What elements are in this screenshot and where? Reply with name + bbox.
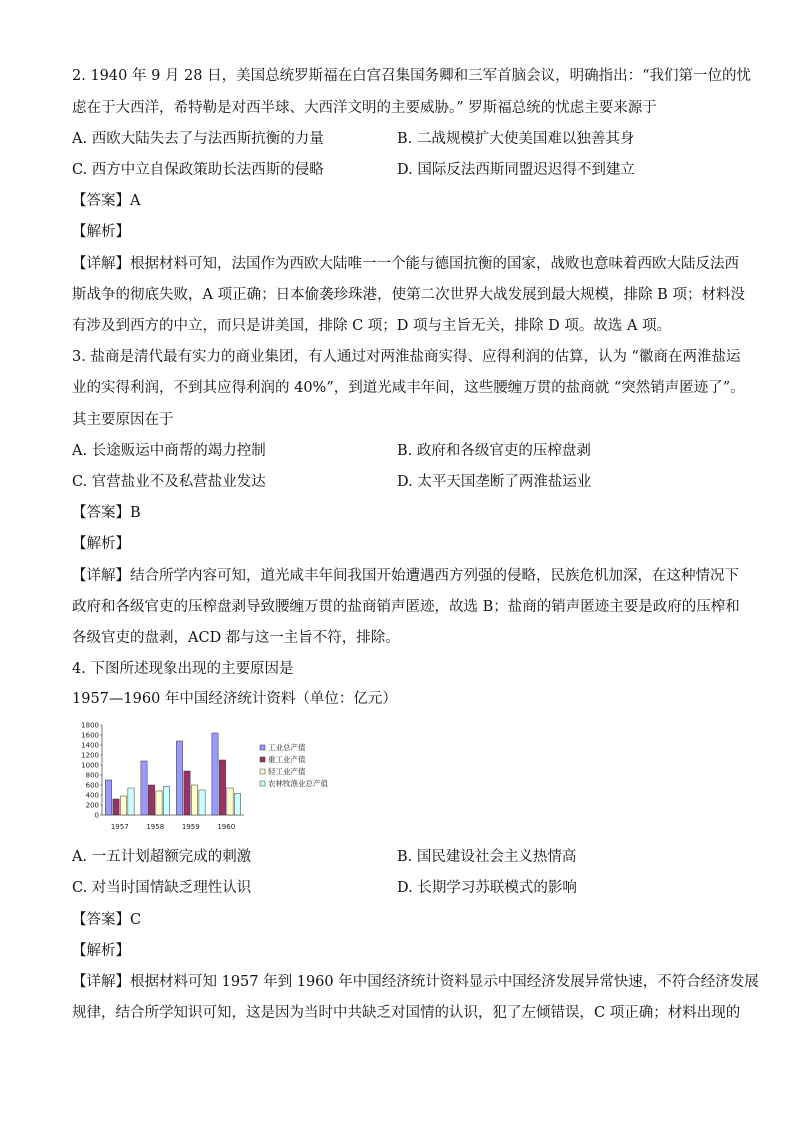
- legend-label: 工业总产值: [268, 743, 306, 752]
- q3-answer: 【答案】B: [72, 505, 141, 521]
- bar-1960-series-2: [227, 788, 233, 815]
- q3-option-b: B. 政府和各级官吏的压榨盘剥: [397, 443, 591, 459]
- q2-detail-line3: 有涉及到西方的中立，而只是讲美国，排除 C 项；D 项与主旨无关，排除 D 项。故选 A 项。: [72, 318, 672, 334]
- q2-option-a: A. 西欧大陆失去了与法西斯抗衡的力量: [72, 131, 324, 147]
- y-tick-label: 1000: [81, 761, 99, 770]
- legend-swatch: [260, 745, 265, 750]
- legend-label: 农林牧渔业总产值: [268, 779, 328, 788]
- bar-1958-series-3: [163, 787, 169, 816]
- q3-stem-line2: 业的实得利润，不到其应得利润的 40%”，到道光咸丰年间，这些腰缠万贯的盐商就 “突然销声匿迹了”。: [72, 380, 745, 396]
- q4-option-c: C. 对当时国情缺乏理性认识: [72, 880, 252, 896]
- q3-detail-line1: 【详解】结合所学内容可知，道光咸丰年间我国开始遭遇西方列强的侵略，民族危机加深，在这种情况下: [72, 568, 739, 584]
- bar-1959-series-1: [184, 771, 190, 815]
- q3-analysis-label: 【解析】: [72, 536, 130, 552]
- q4-option-a: A. 一五计划超额完成的刺激: [72, 849, 252, 865]
- q2-stem-line1: 2. 1940 年 9 月 28 日，美国总统罗斯福在白宫召集国务卿和三军首脑会议，明确指出：“我们第一位的忧: [72, 68, 751, 84]
- y-tick-label: 1600: [81, 731, 99, 740]
- q3-detail-line3: 各级官吏的盘剥，ACD 都与这一主旨不符，排除。: [72, 630, 400, 646]
- q3-option-c: C. 官营盐业不及私营盐业发达: [72, 474, 266, 490]
- x-tick-label: 1957: [110, 823, 129, 831]
- q4-option-d: D. 长期学习苏联模式的影响: [397, 880, 577, 896]
- q2-detail-line1: 【详解】根据材料可知，法国作为西欧大陆唯一一个能与德国抗衡的国家，战败也意味着西欧大陆反法西: [72, 256, 739, 272]
- y-tick-label: 1800: [81, 721, 99, 730]
- x-tick-label: 1960: [217, 823, 236, 831]
- q3-stem-line3: 其主要原因在于: [72, 412, 174, 428]
- bar-1959-series-3: [199, 790, 205, 815]
- x-tick-label: 1958: [146, 823, 165, 831]
- y-tick-label: 200: [85, 801, 99, 810]
- bar-1957-series-1: [113, 799, 119, 815]
- y-tick-label: 0: [94, 811, 99, 820]
- legend-label: 重工业产值: [268, 755, 306, 764]
- q4-answer: 【答案】C: [72, 912, 142, 928]
- bar-1957-series-3: [128, 788, 134, 815]
- q3-detail-line2: 政府和各级官吏的压榨盘剥导致腰缠万贯的盐商销声匿迹，故选 B；盐商的销声匿迹主要是政府的压榨和: [72, 599, 740, 615]
- q3-stem-line1: 3. 盐商是清代最有实力的商业集团，有人通过对两淮盐商实得、应得利润的估算，认为 “徽商在两淮盐运: [72, 349, 741, 365]
- y-tick-label: 1400: [81, 741, 99, 750]
- q4-stem-line1: 4. 下图所述现象出现的主要原因是: [72, 661, 294, 677]
- bar-1958-series-0: [141, 761, 147, 815]
- legend-swatch: [260, 781, 265, 786]
- legend-label: 轻工业产值: [268, 767, 306, 776]
- y-tick-label: 600: [85, 781, 99, 790]
- q4-option-b: B. 国民建设社会主义热情高: [397, 849, 577, 865]
- bar-1957-series-0: [105, 780, 111, 815]
- q2-option-c: C. 西方中立自保政策助长法西斯的侵略: [72, 162, 324, 178]
- y-tick-label: 1200: [81, 751, 99, 760]
- q3-option-d: D. 太平天国垄断了两淮盐运业: [397, 474, 592, 490]
- q2-option-b: B. 二战规模扩大使美国难以独善其身: [397, 131, 635, 147]
- y-tick-label: 400: [85, 791, 99, 800]
- legend-swatch: [260, 769, 265, 774]
- q4-analysis-label: 【解析】: [72, 943, 130, 959]
- bar-1960-series-0: [212, 733, 218, 815]
- bar-1960-series-3: [234, 794, 240, 816]
- q2-option-d: D. 国际反法西斯同盟迟迟得不到建立: [397, 162, 635, 178]
- bar-1957-series-2: [120, 796, 126, 815]
- legend-swatch: [260, 757, 265, 762]
- q4-detail-line1: 【详解】根据材料可知 1957 年到 1960 年中国经济统计资料显示中国经济发展异常快速，不符合经济发展: [72, 974, 759, 990]
- q2-stem-line2: 虑在于大西洋，希特勒是对西半球、大西洋文明的主要威胁。” 罗斯福总统的忧虑主要来源于: [72, 100, 657, 116]
- q4-detail-line2: 规律，结合所学知识可知，这是因为当时中共缺乏对国情的认识，犯了左倾错误，C 项正确；材料出现的: [72, 1005, 741, 1021]
- x-tick-label: 1959: [181, 823, 200, 831]
- bar-1960-series-1: [219, 760, 225, 815]
- q3-option-a: A. 长途贩运中商帮的竭力控制: [72, 443, 266, 459]
- bar-1958-series-2: [156, 791, 162, 815]
- q2-analysis-label: 【解析】: [72, 224, 130, 240]
- q2-answer: 【答案】A: [72, 193, 141, 209]
- q2-detail-line2: 斯战争的彻底失败，A 项正确；日本偷袭珍珠港，使第二次世界大战发展到最大规模，排除 B 项；材料没: [72, 287, 745, 303]
- bar-1959-series-0: [176, 741, 182, 815]
- bar-1958-series-1: [148, 785, 154, 815]
- economic-bar-chart: [72, 718, 362, 840]
- y-tick-label: 800: [85, 771, 99, 780]
- bar-1959-series-2: [191, 785, 197, 815]
- chart-caption: 1957—1960 年中国经济统计资料（单位：亿元）: [72, 691, 397, 707]
